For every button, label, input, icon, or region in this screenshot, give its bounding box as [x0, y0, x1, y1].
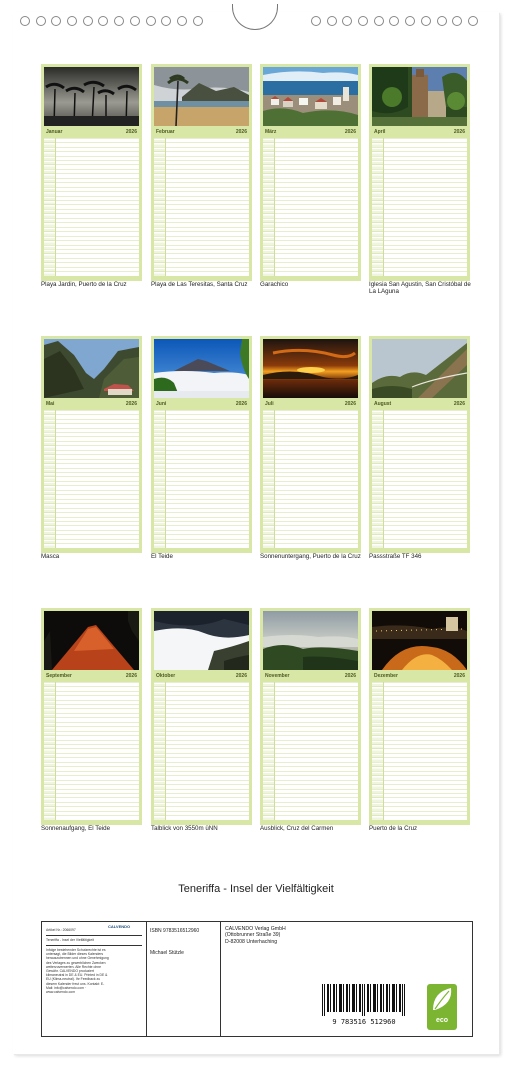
binding-hole: [130, 16, 140, 26]
month-photo: [154, 611, 249, 670]
month-name: November: [265, 673, 290, 679]
photo-caption: Iglesia San Agustin, San Cristóbal de La LAguna: [369, 281, 471, 295]
barcode: [322, 984, 406, 1022]
publisher-address: [225, 926, 286, 945]
month-photo: [372, 611, 467, 670]
photo-caption: Playa Jardin, Puerto de la Cruz: [41, 281, 127, 288]
month-year: 2026: [125, 129, 137, 135]
day-grid: [154, 138, 249, 276]
binding-hole: [36, 16, 46, 26]
photo-caption: Playa de Las Teresitas, Santa Cruz: [151, 281, 248, 288]
photo-caption: Sonnenaufgang, El Teide: [41, 825, 111, 832]
photo-caption: Talblick von 3550m üNN: [151, 825, 218, 832]
info-column-left: [42, 922, 147, 1036]
month-photo: [372, 339, 467, 398]
month-photo: [372, 67, 467, 126]
isbn-number: ISBN 9783516512960: [150, 928, 200, 934]
month-card-februar: [151, 64, 252, 281]
month-name: Mai: [46, 401, 55, 407]
binding-hole: [177, 16, 187, 26]
binding-hole: [193, 16, 203, 26]
day-grid: [263, 682, 358, 820]
month-name: Dezember: [374, 673, 398, 679]
month-name: August: [374, 401, 392, 407]
month-year: 2026: [453, 673, 465, 679]
month-photo: [44, 611, 139, 670]
month-name: April: [374, 129, 386, 135]
day-grid: [263, 138, 358, 276]
leaf-icon: [427, 984, 457, 1014]
day-grid: [44, 410, 139, 548]
day-grid: [154, 682, 249, 820]
month-year: 2026: [125, 401, 137, 407]
binding-hole: [437, 16, 447, 26]
month-photo: [263, 611, 358, 670]
binding-hole: [421, 16, 431, 26]
month-card-dezember: [369, 608, 470, 825]
binding-hole: [311, 16, 321, 26]
month-year: 2026: [344, 401, 356, 407]
month-year: 2026: [235, 129, 247, 135]
publisher-line: CALVENDO Verlag GmbH: [225, 926, 286, 932]
calendar-title: Teneriffa - Insel der Vielfältigkeit: [178, 883, 334, 895]
publisher-line: D-82008 Unterhaching: [225, 938, 278, 945]
month-photo: [263, 339, 358, 398]
product-info-box: [41, 921, 473, 1037]
binding-hole: [146, 16, 156, 26]
divider: [46, 945, 142, 946]
month-card-april: [369, 64, 470, 281]
day-grid: [372, 410, 467, 548]
month-photo: [263, 67, 358, 126]
month-card-juni: [151, 336, 252, 553]
day-grid: [372, 138, 467, 276]
month-card-januar: [41, 64, 142, 281]
binding-hole: [342, 16, 352, 26]
month-card-august: [369, 336, 470, 553]
binding-holes-right: [311, 16, 478, 28]
binding-hole: [98, 16, 108, 26]
month-name: Oktober: [156, 673, 176, 679]
day-grid: [154, 410, 249, 548]
month-name: September: [46, 673, 72, 679]
binding-hole: [452, 16, 462, 26]
month-name: Februar: [156, 129, 175, 135]
photo-caption: Masca: [41, 553, 60, 560]
photo-caption: Puerto de la Cruz: [369, 825, 418, 832]
month-card-juli: [260, 336, 361, 553]
binding-hole: [374, 16, 384, 26]
month-year: 2026: [453, 129, 465, 135]
month-year: 2026: [344, 129, 356, 135]
month-year: 2026: [125, 673, 137, 679]
day-grid: [372, 682, 467, 820]
product-line: Teneriffa - Insel der Vielfältigkeit: [46, 938, 94, 942]
photo-caption: Passstraße TF 346: [369, 553, 422, 560]
binding-hole: [83, 16, 93, 26]
photo-caption: Sonnenuntergang, Puerto de la Cruz: [260, 553, 361, 560]
month-card-maerz: [260, 64, 361, 281]
info-column-isbn: [146, 922, 221, 1036]
binding-hole: [67, 16, 77, 26]
month-photo: [44, 339, 139, 398]
binding-holes-left: [20, 16, 203, 28]
binding-hole: [327, 16, 337, 26]
day-grid: [44, 138, 139, 276]
author-name: Michael Stützle: [150, 950, 184, 956]
month-year: 2026: [235, 673, 247, 679]
binding-hole: [389, 16, 399, 26]
binding-hole: [20, 16, 30, 26]
month-card-oktober: [151, 608, 252, 825]
article-number: Artikel Nr.: 2066097: [46, 928, 76, 932]
eco-label: eco: [435, 1017, 449, 1024]
month-photo: [44, 67, 139, 126]
eco-badge: [427, 984, 457, 1030]
month-card-november: [260, 608, 361, 825]
binding-hole: [405, 16, 415, 26]
month-photo: [154, 339, 249, 398]
binding-hole: [51, 16, 61, 26]
binding-hole: [358, 16, 368, 26]
day-grid: [44, 682, 139, 820]
month-card-mai: [41, 336, 142, 553]
month-card-september: [41, 608, 142, 825]
divider: [46, 935, 142, 936]
photo-caption: El Teide: [151, 553, 173, 560]
month-photo: [154, 67, 249, 126]
month-name: März: [265, 129, 277, 135]
month-name: Juni: [156, 401, 167, 407]
barcode-digits: 9 783516 512960: [332, 1018, 396, 1026]
month-year: 2026: [453, 401, 465, 407]
day-grid: [263, 410, 358, 548]
month-year: 2026: [344, 673, 356, 679]
binding-hole: [468, 16, 478, 26]
legal-notice: Infolge bestehender Schutzrechte ist es untersagt, die Bilder dieses Kalenders herauszutrennen und ohne Genehmigung des Verlages zu gewerblichen Zwecken weiterzuverwerten. Alle Rechte ohne Gewähr. CALVENDO produziert klimaneutral in DE & EU. Printed in DE & EU (Klima-neutral). Ihr Feedback zu diesem Kalender freut uns. Kontakt: E-Mail: info@calvendo.com · www.calvendo.com: [46, 948, 109, 995]
month-name: Juli: [265, 401, 274, 407]
publisher-line: (Ottobrunner Straße 39): [225, 932, 281, 939]
binding-hole: [114, 16, 124, 26]
month-name: Januar: [46, 129, 63, 135]
photo-caption: Ausblick, Cruz del Carmen: [260, 825, 334, 832]
month-year: 2026: [235, 401, 247, 407]
binding-hole: [161, 16, 171, 26]
photo-caption: Garachico: [260, 281, 289, 288]
calvendo-logo: CALVENDO: [108, 924, 131, 929]
